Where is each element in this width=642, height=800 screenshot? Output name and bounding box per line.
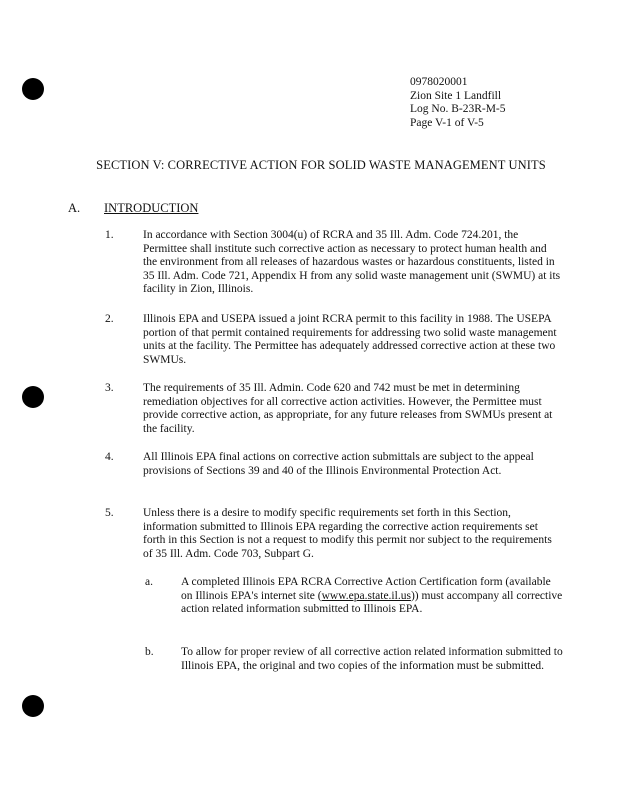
- site-name: Zion Site 1 Landfill: [410, 89, 502, 102]
- subitem-paragraph: [181, 576, 563, 617]
- item-number: 4.: [105, 451, 114, 463]
- subitem-paragraph: To allow for proper review of all corrective action related information submitted to Illinois EPA, the original and two copies of the information must be submitted.: [181, 646, 563, 672]
- item-paragraph: The requirements of 35 Ill. Admin. Code 620 and 742 must be met in determining remediation objectives for all corrective action activities. However, the Permittee must provide corrective action, as appropriate, for any future releases from SWMUs present at the facility.: [143, 382, 553, 435]
- subitem-letter: b.: [145, 646, 154, 658]
- epa-website-link[interactable]: www.epa.state.il.us: [321, 589, 411, 602]
- item-paragraph: Unless there is a desire to modify specific requirements set forth in this Section, information submitted to Illinois EPA regarding the corrective action requirements set forth in this Section is not a request to modify this permit nor subject to the requirements of 35 Ill. Adm. Code 703, Subpart G.: [143, 507, 552, 560]
- log-number: Log No. B-23R-M-5: [410, 103, 506, 116]
- item-number: 1.: [105, 229, 114, 241]
- punch-hole-middle: [22, 386, 44, 408]
- item-paragraph: In accordance with Section 3004(u) of RCRA and 35 Ill. Adm. Code 724.201, the Permittee shall institute such corrective action as necessary to protect human health and the environment from all releases of hazardous wastes or hazardous constituents, listed in 35 Ill. Adm. Code 721, Appendix H from any solid waste management unit (SWMU) at its facility in Zion, Illinois.: [143, 229, 561, 296]
- item-paragraph: All Illinois EPA final actions on corrective action submittals are subject to the appeal provisions of Sections 39 and 40 of the Illinois Environmental Protection Act.: [143, 451, 534, 477]
- subsection-letter: A.: [68, 201, 81, 215]
- section-title: SECTION V: CORRECTIVE ACTION FOR SOLID WASTE MANAGEMENT UNITS: [96, 158, 546, 172]
- item-number: 2.: [105, 313, 114, 325]
- punch-hole-top: [22, 78, 44, 100]
- item-paragraph: Illinois EPA and USEPA issued a joint RCRA permit to this facility in 1988. The USEPA portion of that permit contained requirements for addressing two solid waste management units at the facility. The Permittee has adequately addressed corrective action at these two SWMUs.: [143, 313, 557, 366]
- subitem-letter: a.: [145, 576, 153, 588]
- page-number: Page V-1 of V-5: [410, 116, 484, 129]
- subitem-text: A completed Illinois EPA RCRA Corrective Action Certification form (available on Illinois EPA's internet site (: [181, 576, 551, 602]
- doc-id: 0978020001: [410, 76, 468, 88]
- punch-hole-bottom: [22, 695, 44, 717]
- subsection-heading: INTRODUCTION: [104, 201, 199, 215]
- item-number: 3.: [105, 382, 114, 394]
- page-header: [410, 76, 506, 130]
- item-number: 5.: [105, 507, 114, 519]
- subitem-text: )) must accompany all corrective action related information submitted to Illinois EPA.: [181, 589, 563, 616]
